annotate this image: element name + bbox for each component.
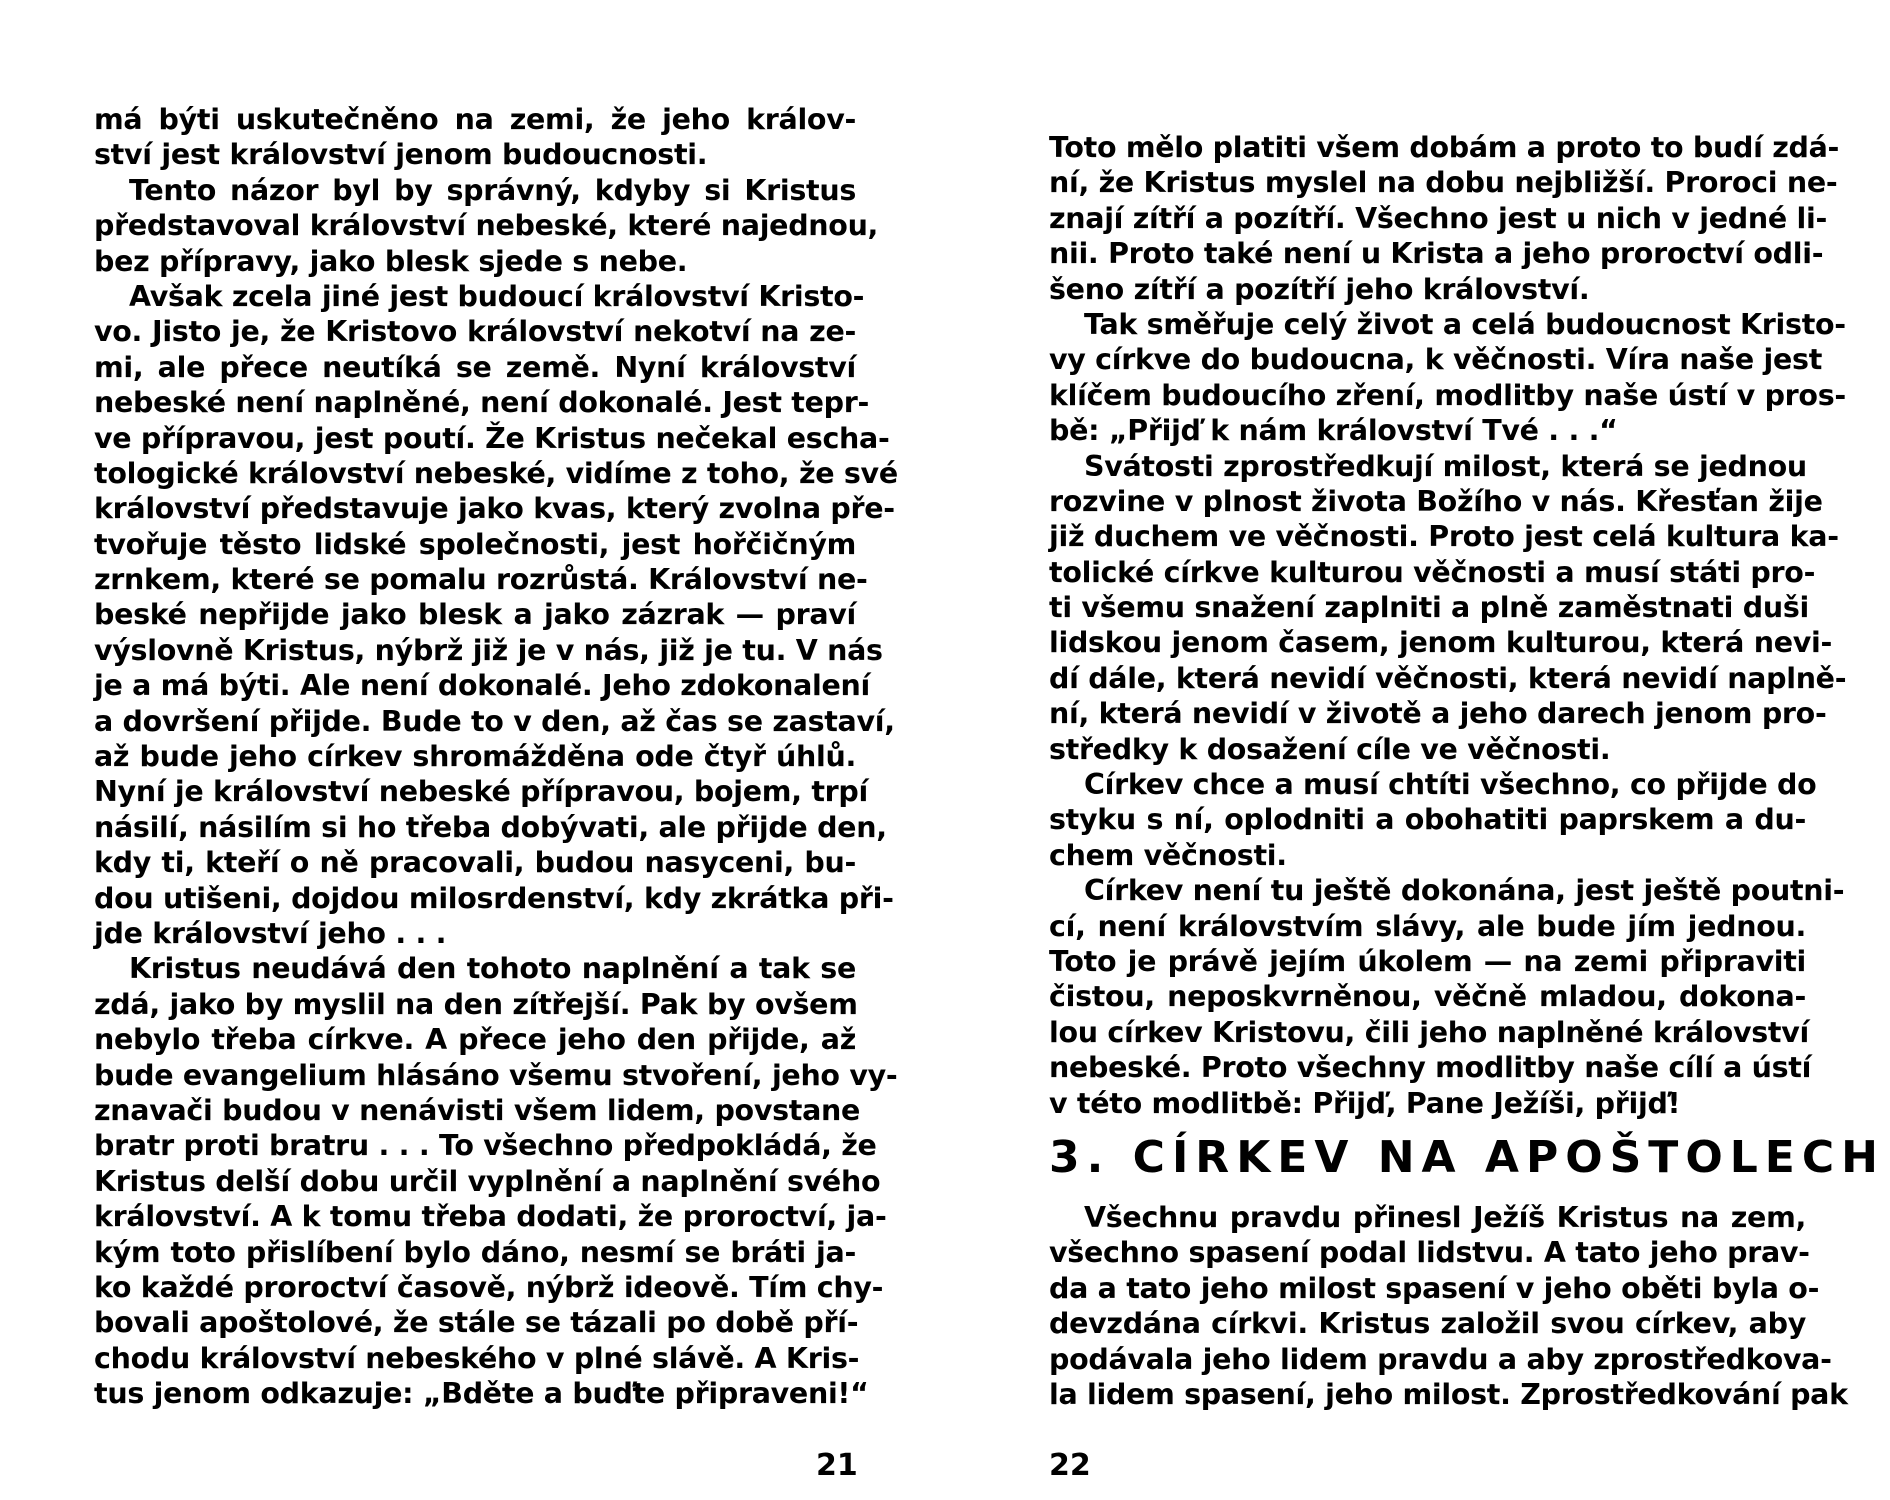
text-line: Kristus neudává den tohoto naplnění a tak se (129, 952, 856, 986)
text-line: čistou, neposkvrněnou, věčně mladou, dokona- (1049, 980, 1806, 1014)
text-line: Církev chce a musí chtíti všechno, co přijde do (1084, 768, 1817, 802)
section-heading: 3. CÍRKEV NA APOŠTOLECH (1049, 1132, 1885, 1183)
text-line: bovali apoštolové, že stále se tázali po době pří- (94, 1306, 859, 1340)
text-line: v této modlitbě: Přijď, Pane Ježíši, přijď! (1049, 1086, 1681, 1120)
text-line: tvořuje těsto lidské společnosti, jest hořčičným (94, 527, 856, 561)
text-line: Nyní je království nebeské přípravou, bojem, trpí (94, 775, 868, 809)
text-line: a dovršení přijde. Bude to v den, až čas se zastaví, (94, 704, 895, 738)
text-line: šeno zítří a pozítří jeho království. (1049, 272, 1590, 306)
text-line: království představuje jako kvas, který zvolna pře- (94, 492, 895, 526)
text-line: cí, není královstvím slávy, ale bude jím jednou. (1049, 909, 1806, 943)
text-line: ní, která nevidí v životě a jeho darech jenom pro- (1049, 697, 1827, 731)
text-line: již duchem ve věčnosti. Proto jest celá kultura ka- (1049, 520, 1839, 554)
text-line: všechno spasení podal lidstvu. A tato jeho prav- (1049, 1236, 1810, 1270)
text-line: klíčem budoucího zření, modlitby naše ústí v pros- (1049, 378, 1846, 412)
text-line: tolické církve kulturou věčnosti a musí státi pro- (1049, 555, 1816, 589)
text-line: beské nepřijde jako blesk a jako zázrak — praví (94, 598, 856, 632)
page-number-left: 21 (816, 1448, 858, 1483)
text-line: ko každé proroctví časově, nýbrž ideově. Tím chy- (94, 1270, 884, 1304)
left-page-text (94, 102, 898, 1411)
text-line: dí dále, která nevidí věčnosti, která nevidí naplně- (1049, 661, 1847, 695)
text-line: Všechnu pravdu přinesl Ježíš Kristus na zem, (1084, 1201, 1806, 1234)
text-line: nii. Proto také není u Krista a jeho proroctví odli- (1049, 237, 1824, 271)
text-line: lou církev Kristovu, čili jeho naplněné království (1049, 1015, 1809, 1049)
text-line: ve přípravou, jest poutí. Že Kristus nečekal escha- (94, 421, 890, 455)
text-line: zdá, jako by myslil na den zítřejší. Pak by ovšem (94, 987, 858, 1021)
text-line: Toto mělo platiti všem dobám a proto to budí zdá- (1049, 131, 1840, 164)
text-line: la lidem spasení, jeho milost. Zprostředkování pak (1049, 1377, 1848, 1411)
text-line: vy církve do budoucna, k věčnosti. Víra naše jest (1049, 343, 1823, 377)
text-line: devzdána církvi. Kristus založil svou církev, aby (1049, 1307, 1806, 1341)
text-line: chodu království nebeského v plné slávě. A Kris- (94, 1341, 860, 1375)
text-line: chem věčnosti. (1049, 838, 1287, 872)
text-line: představoval království nebeské, které najednou, (94, 209, 879, 243)
text-line: styku s ní, oplodniti a obohatiti paprskem a du- (1049, 803, 1806, 837)
text-line: mi, ale přece neutíká se země. Nyní království (94, 350, 856, 384)
right-page-text-upper (1049, 130, 1847, 1121)
text-line: jde království jeho . . . (94, 916, 447, 950)
text-line: Církev není tu ještě dokonána, jest ještě poutni- (1084, 874, 1845, 908)
text-line: ti všemu snažení zaplniti a plně zaměstnati duši (1049, 591, 1809, 625)
text-line: je a má býti. Ale není dokonalé. Jeho zdokonalení (94, 669, 870, 703)
text-line: zrnkem, které se pomalu rozrůstá. Království ne- (94, 563, 868, 597)
text-line: Kristus delší dobu určil vyplnění a naplnění svého (94, 1164, 881, 1198)
text-line: království. A k tomu třeba dodati, že proroctví, ja- (94, 1200, 887, 1234)
text-line: bě: „Přijď k nám království Tvé . . .“ (1049, 414, 1618, 448)
text-line: tus jenom odkazuje: „Bděte a buďte připraveni!“ (94, 1377, 869, 1411)
text-line: rozvine v plnost života Božího v nás. Křesťan žije (1049, 484, 1823, 518)
right-page (945, 0, 1890, 1500)
text-line: Svátosti zprostředkují milost, která se jednou (1084, 449, 1807, 483)
text-line: znají zítří a pozítří. Všechno jest u nich v jedné li- (1049, 201, 1828, 235)
text-line: podávala jeho lidem pravdu a aby zprostředkova- (1049, 1342, 1832, 1376)
text-line: bez přípravy, jako blesk sjede s nebe. (94, 244, 688, 278)
text-line: bude evangelium hlásáno všemu stvoření, jeho vy- (94, 1058, 898, 1092)
text-line: násilí, násilím si ho třeba dobývati, ale přijde den, (94, 810, 887, 844)
text-line: Tento názor byl by správný, kdyby si Kristus (129, 173, 856, 207)
text-line: kým toto přislíbení bylo dáno, nesmí se bráti ja- (94, 1235, 856, 1269)
text-line: lidskou jenom časem, jenom kulturou, která nevi- (1049, 626, 1833, 660)
right-page-text-lower (1049, 1200, 1848, 1412)
text-line: kdy ti, kteří o ně pracovali, budou nasyceni, bu- (94, 846, 856, 880)
text-line: Tak směřuje celý život a celá budoucnost Kristo- (1084, 307, 1846, 341)
text-line: středky k dosažení cíle ve věčnosti. (1049, 732, 1611, 766)
text-line: bratr proti bratru . . . To všechno předpokládá, že (94, 1129, 877, 1163)
text-line: ství jest království jenom budoucnosti. (94, 138, 708, 172)
text-line: Avšak zcela jiné jest budoucí království Kristo- (129, 279, 865, 313)
text-line: Toto je právě jejím úkolem — na zemi připraviti (1049, 944, 1806, 978)
text-line: dou utišeni, dojdou milosrdenství, kdy zkrátka při- (94, 881, 894, 915)
text-line: nebylo třeba církve. A přece jeho den přijde, až (94, 1023, 856, 1057)
text-line: da a tato jeho milost spasení v jeho oběti byla o- (1049, 1271, 1820, 1305)
text-line: má býti uskutečněno na zemi, že jeho králov- (94, 103, 856, 136)
text-line: výslovně Kristus, nýbrž již je v nás, již je tu. V nás (94, 633, 883, 667)
page-number-right: 22 (1049, 1448, 1091, 1483)
text-line: až bude jeho církev shromážděna ode čtyř úhlů. (94, 740, 856, 774)
text-line: nebeské. Proto všechny modlitby naše cílí a ústí (1049, 1051, 1812, 1085)
text-line: vo. Jisto je, že Kristovo království nekotví na ze- (94, 315, 856, 349)
text-line: ní, že Kristus myslel na dobu nejbližší. Proroci ne- (1049, 166, 1838, 200)
text-line: tologické království nebeské, vidíme z toho, že své (94, 456, 898, 490)
text-line: znavači budou v nenávisti všem lidem, povstane (94, 1093, 861, 1127)
text-line: nebeské není naplněné, není dokonalé. Jest tepr- (94, 386, 870, 420)
